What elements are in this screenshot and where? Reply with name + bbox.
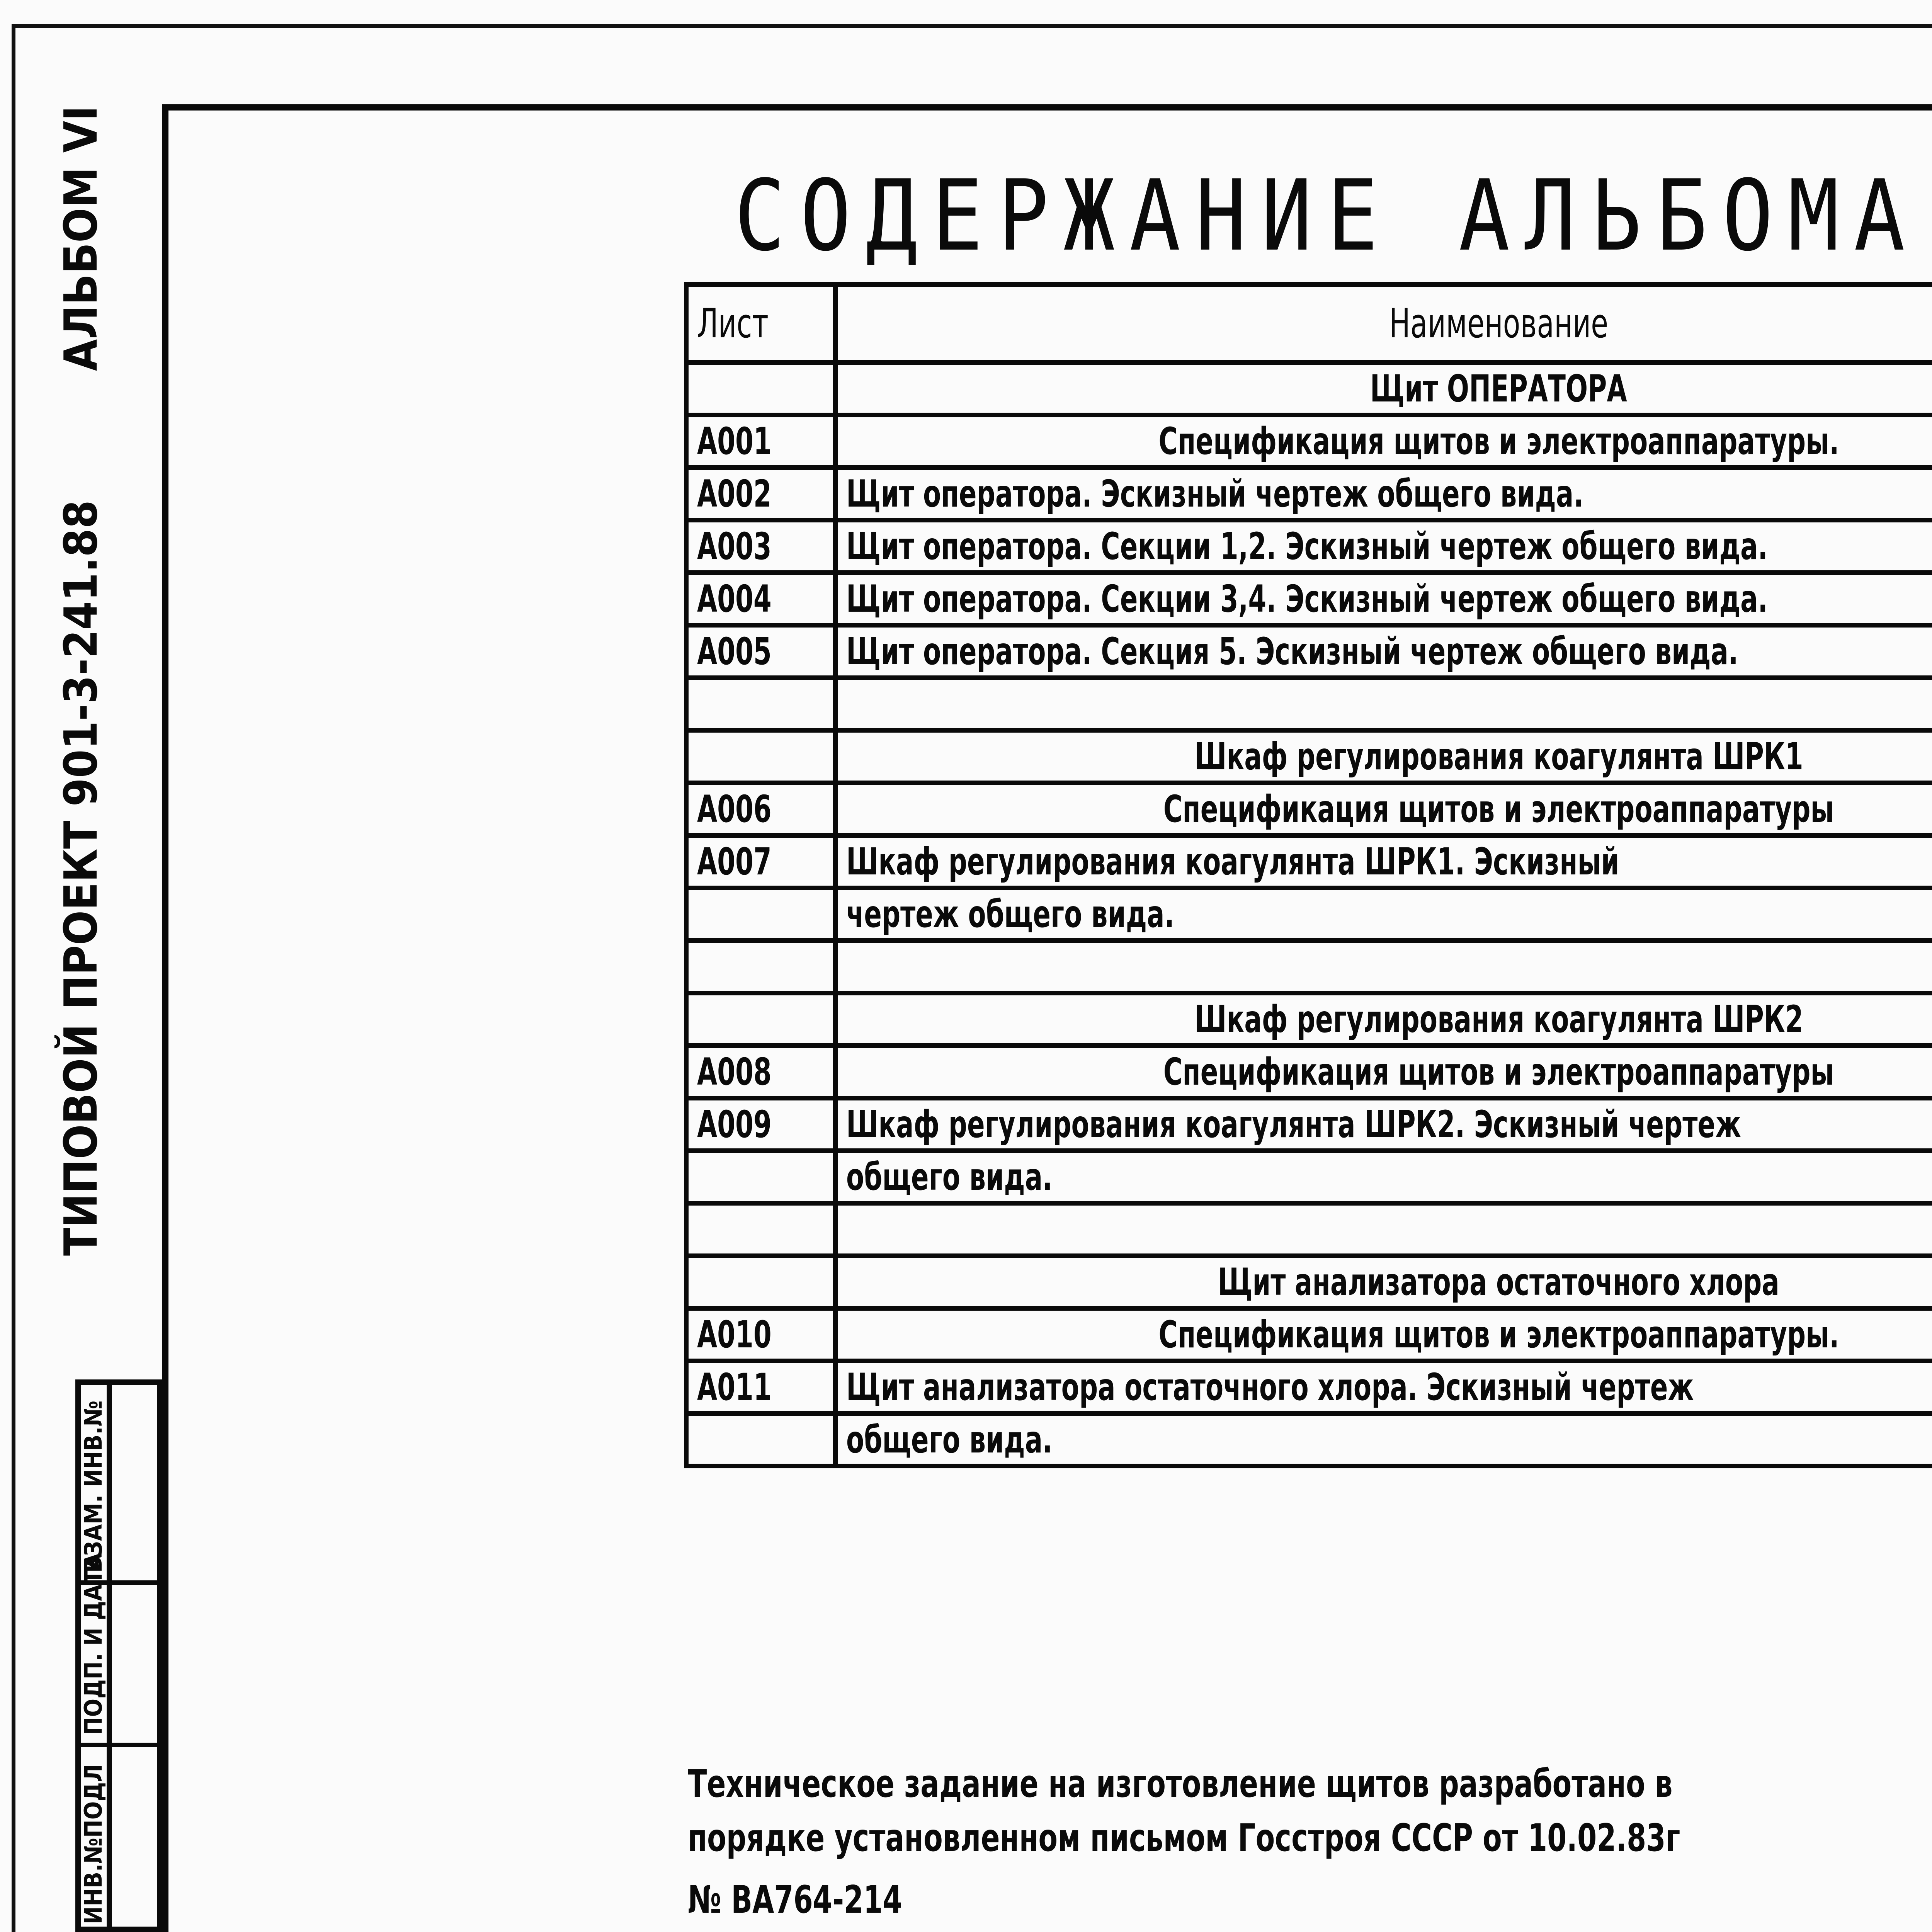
table-row [686,468,1932,520]
sheet-cell: А002 [686,468,835,520]
name-cell: общего вида. [835,1151,1932,1203]
table-row [686,415,1932,468]
note-line-2: порядке установленном письмом Госстроя СССР от 10.02.83г [688,1816,1680,1860]
sheet-cell: А007 [686,835,835,888]
section-title-cell: Шкаф регулирования коагулянта ШРК1 [835,730,1932,783]
name-cell [835,678,1932,730]
name-cell: Щит оператора. Секция 5. Эскизный чертеж общего вида. [835,625,1932,678]
sheet-cell: А003 [686,520,835,573]
table-row [686,1308,1932,1361]
name-cell: Щит оператора. Секции 3,4. Эскизный чертеж общего вида. [835,573,1932,625]
name-cell: общего вида. [835,1413,1932,1466]
name-cell: Шкаф регулирования коагулянта ШРК1. Эскизный [835,835,1932,888]
sheet-cell: А005 [686,625,835,678]
sheet-cell: А009 [686,1098,835,1151]
table-row [686,1203,1932,1256]
sheet-cell [686,678,835,730]
approval-stamp [75,1379,164,1932]
name-cell: Спецификация щитов и электроаппаратуры [835,1046,1932,1098]
name-cell: Щит оператора. Секции 1,2. Эскизный чертеж общего вида. [835,520,1932,573]
outer-frame-left [12,24,15,1932]
name-cell: Спецификация щитов и электроаппаратуры. [835,415,1932,468]
section-title-cell: Щит ОПЕРАТОРА [835,362,1932,415]
sheet-cell: А008 [686,1046,835,1098]
section-row [686,730,1932,783]
table-row [686,1413,1932,1466]
sheet-cell [686,1256,835,1308]
stamp-label-inv: ИНВ.№ПОДЛ [79,1764,107,1924]
note-line-3: № ВА764-214 [688,1878,903,1922]
album-label: АЛЬБОМ VI [54,105,107,371]
sheet-cell [686,888,835,940]
name-cell: Спецификация щитов и электроаппаратуры. [835,1308,1932,1361]
section-title-cell: Щит анализатора остаточного хлора [835,1256,1932,1308]
header-sheet: Лист [686,284,835,362]
table-row [686,888,1932,940]
page-title: СОДЕРЖАНИЕ АЛЬБОМА [734,159,1920,273]
project-code: ТИПОВОЙ ПРОЕКТ 901-3-241.88 [54,500,107,1256]
contents-table [684,282,1932,1468]
table-row [686,1098,1932,1151]
stamp-divider [75,1743,162,1747]
name-cell [835,940,1932,993]
table-row [686,1046,1932,1098]
sheet-cell [686,1413,835,1466]
table-row [686,678,1932,730]
sheet-cell: А010 [686,1308,835,1361]
sheet-cell [686,1151,835,1203]
name-cell: Щит оператора. Эскизный чертеж общего вида. [835,468,1932,520]
note-line-1: Техническое задание на изготовление щитов разработано в [688,1762,1673,1806]
table-row [686,1361,1932,1413]
table-row [686,783,1932,835]
sheet-cell: А004 [686,573,835,625]
sheet-cell [686,1203,835,1256]
header-name: Наименование [835,284,1932,362]
table-row [686,573,1932,625]
sheet-cell: А006 [686,783,835,835]
table-row [686,1151,1932,1203]
table-header-row [686,284,1932,362]
outer-frame-top [12,24,1932,28]
name-cell: Щит анализатора остаточного хлора. Эскизный чертеж [835,1361,1932,1413]
table-row [686,940,1932,993]
stamp-value-column [112,1379,162,1932]
sheet-cell [686,993,835,1046]
sheet-cell [686,730,835,783]
stamp-label-sign-date: ПОДП. И ДАТА [79,1553,107,1735]
name-cell: чертеж общего вида. [835,888,1932,940]
sheet-cell: А011 [686,1361,835,1413]
section-title-cell: Шкаф регулирования коагулянта ШРК2 [835,993,1932,1046]
sheet-cell [686,362,835,415]
sheet-cell [686,940,835,993]
stamp-label-replace-inv: ВЗАМ. ИНВ.№ [79,1400,107,1573]
section-row [686,993,1932,1046]
table-row [686,625,1932,678]
section-row [686,1256,1932,1308]
sheet-cell: А001 [686,415,835,468]
table-row [686,520,1932,573]
table-row [686,835,1932,888]
section-row [686,362,1932,415]
name-cell: Шкаф регулирования коагулянта ШРК2. Эскизный чертеж [835,1098,1932,1151]
name-cell [835,1203,1932,1256]
side-project-label [54,106,107,1256]
name-cell: Спецификация щитов и электроаппаратуры [835,783,1932,835]
